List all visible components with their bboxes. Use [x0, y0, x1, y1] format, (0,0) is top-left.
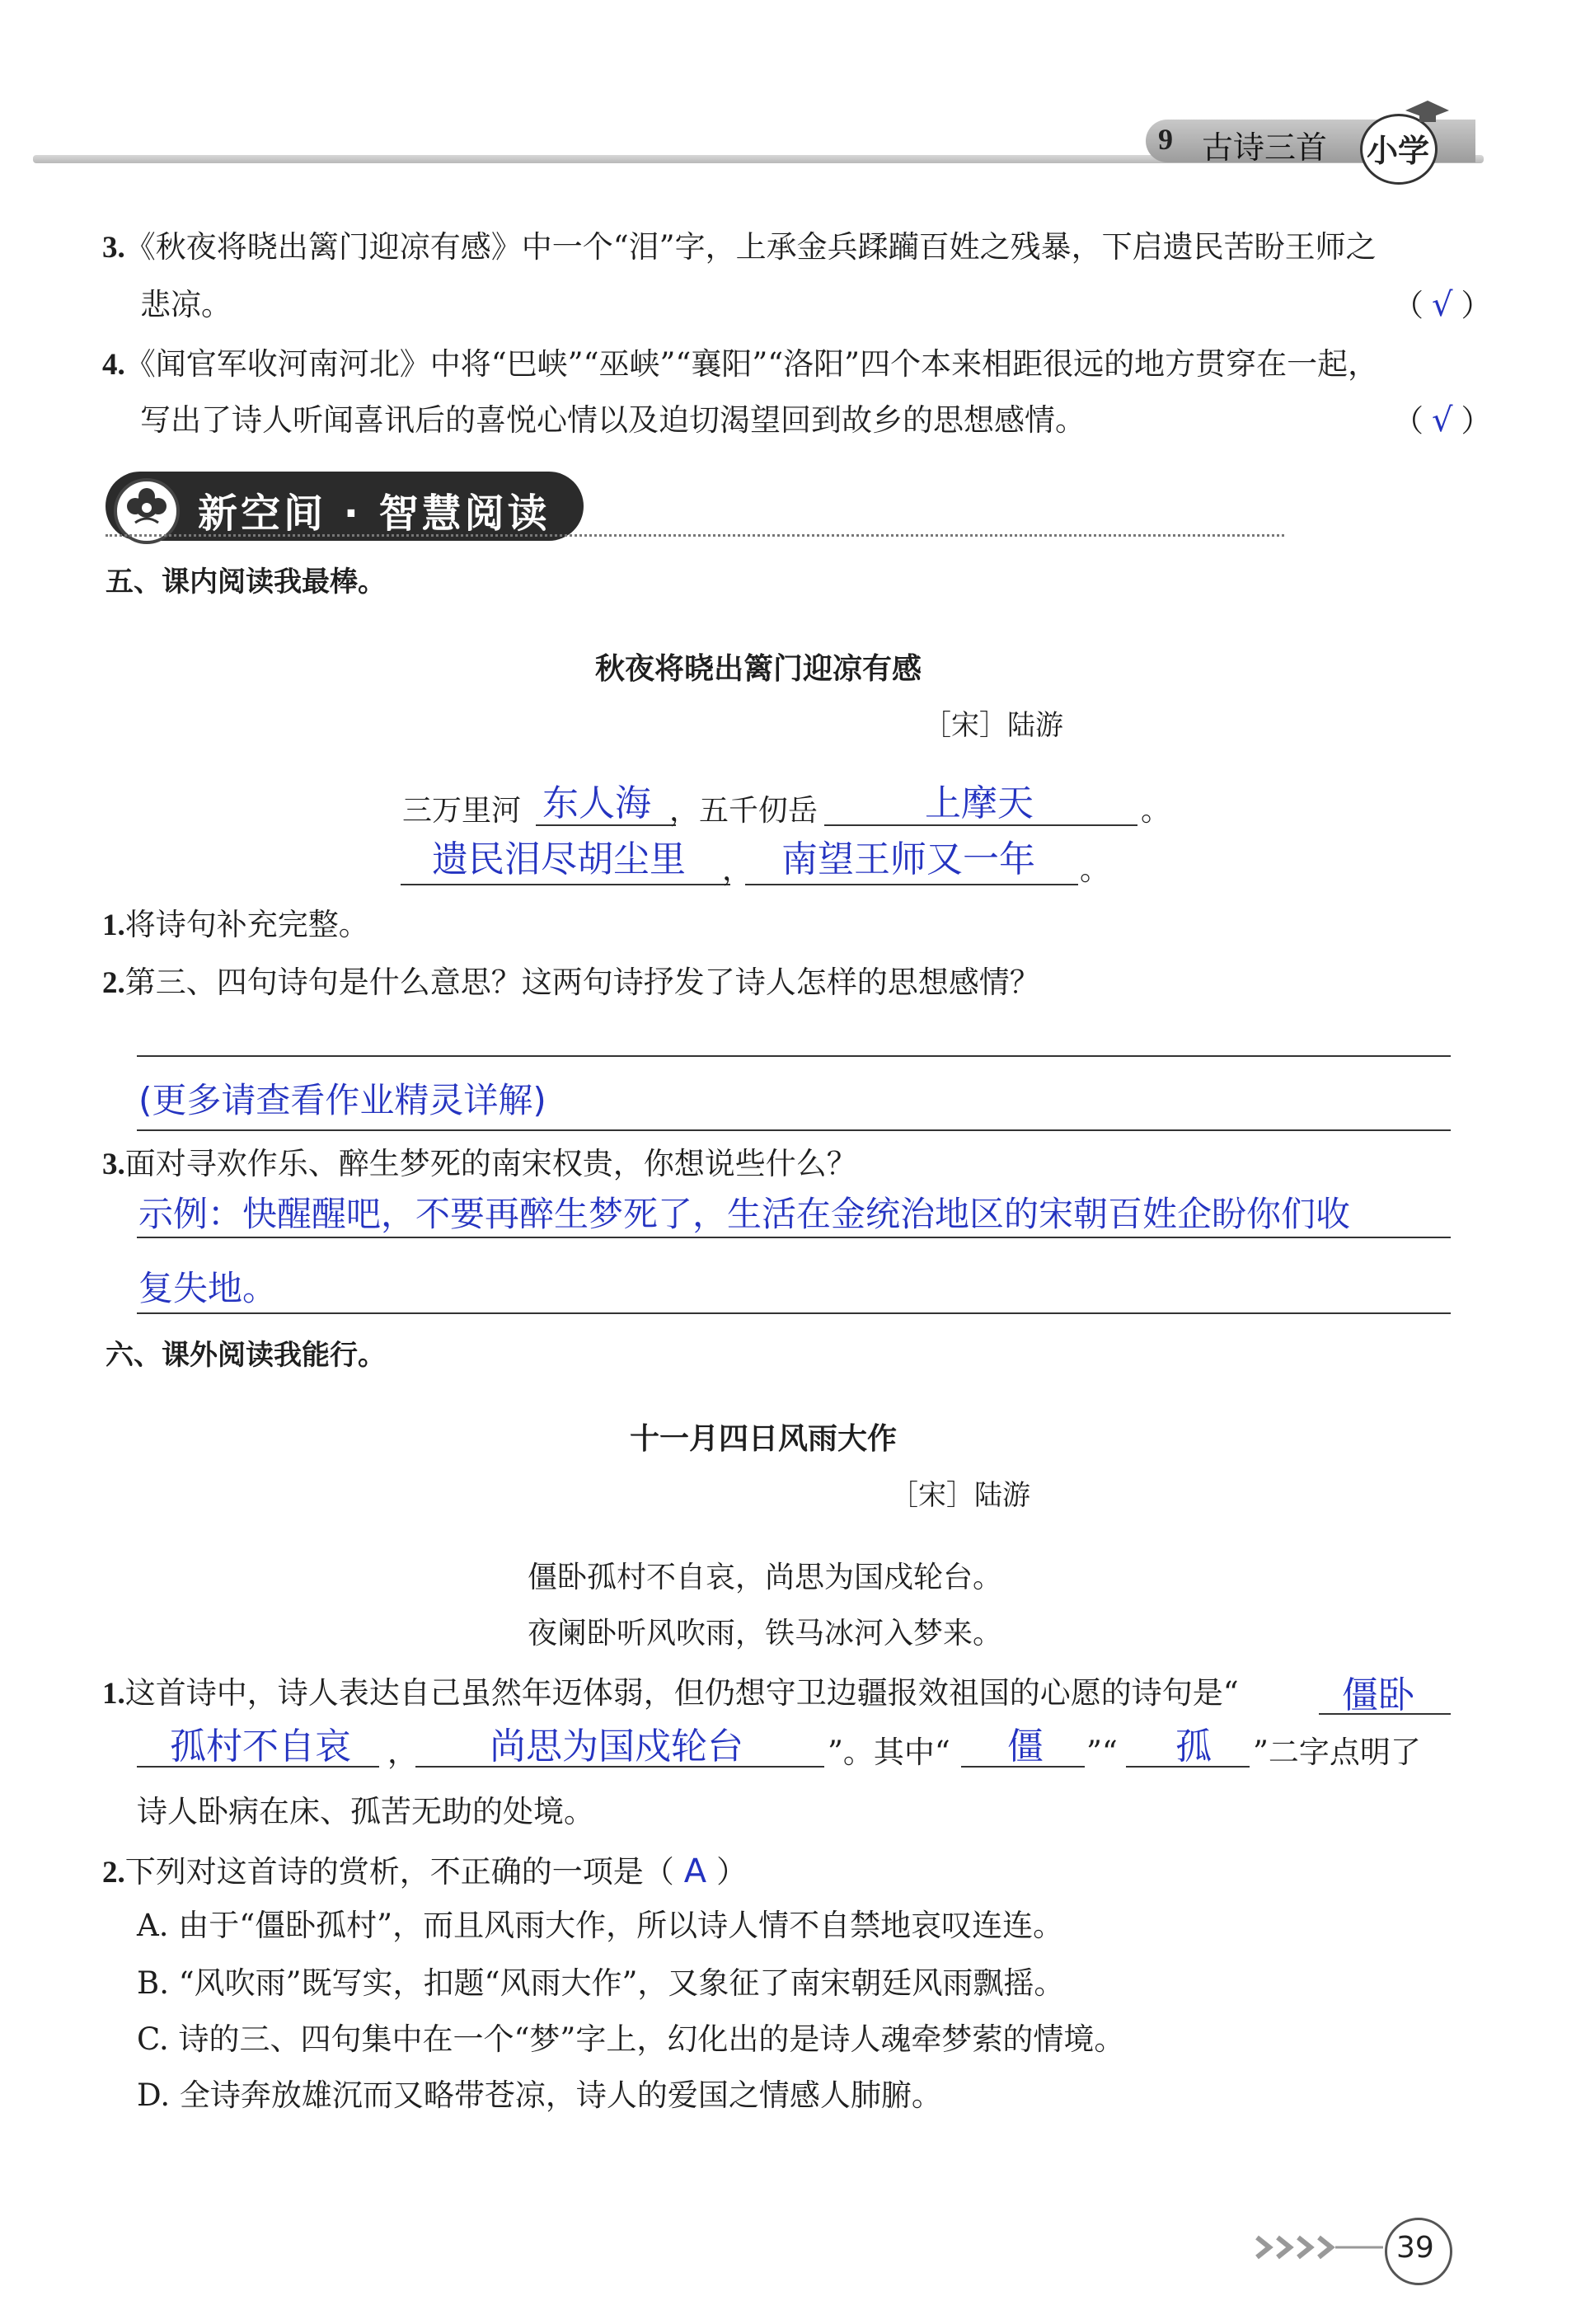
banner-dotted-rule — [106, 534, 1284, 537]
answer-line — [137, 1312, 1451, 1314]
header-lesson-title: 古诗三首 — [1202, 129, 1328, 166]
answer-4: 南望王师又一年 — [781, 838, 1035, 880]
answer-3: 遗民泪尽胡尘里 — [432, 838, 686, 880]
judge-item-4-line1: 4.《闻官军收河南河北》中将“巴峡”“巫峡”“襄阳”“洛阳”四个本来相距很远的地方贯穿在一起， — [102, 346, 1379, 382]
s6-answer-2: 尚思为国戍轮台 — [490, 1725, 743, 1768]
banner-title: 新空间 · 智慧阅读 — [198, 491, 551, 537]
page-number: 39 — [1396, 2231, 1434, 2265]
answer-2: 上摩天 — [925, 782, 1034, 824]
poem-line1-mid: ，五千仞岳 — [669, 794, 818, 828]
poem-line2-sep: ， — [722, 853, 753, 887]
s6-text-c: ”“ — [1086, 1735, 1118, 1770]
judge-item-3-bracket: （ √ ） — [1393, 286, 1492, 324]
option-d: D. 全诗奔放雄沉而又略带苍凉，诗人的爱国之情感人肺腑。 — [137, 2078, 942, 2113]
option-b: B. “风吹雨”既写实，扣题“风雨大作”，又象征了南宋朝廷风雨飘摇。 — [137, 1965, 1065, 2001]
s5-question-3: 3.面对寻欢作乐、醉生梦死的南宋权贵，你想说些什么？ — [102, 1146, 857, 1181]
arrows-icon — [1253, 2231, 1385, 2264]
s6-answer-3: 僵 — [1007, 1725, 1044, 1768]
graduation-cap-icon — [1401, 96, 1451, 129]
poem-line1-end: 。 — [1141, 794, 1171, 828]
s6-answer-choice: A — [683, 1852, 707, 1890]
section5-poem-title: 秋夜将晓出篱门迎凉有感 — [595, 652, 922, 686]
s6-question-1-line1: 1.这首诗中，诗人表达自己虽然年迈体弱，但仍想守卫边疆报效祖国的心愿的诗句是“ — [102, 1675, 1239, 1711]
section6-poem-line1: 僵卧孤村不自哀，尚思为国戍轮台。 — [528, 1561, 1003, 1594]
section6-poem-line2: 夜阑卧听风吹雨，铁马冰河入梦来。 — [528, 1617, 1003, 1650]
judge-item-4-line2: 写出了诗人听闻喜讯后的喜悦心情以及迫切渴望回到故乡的思想感情。 — [140, 402, 1086, 438]
s6-answer-1b: 孤村不自哀 — [170, 1725, 351, 1768]
s6-sep: ， — [387, 1735, 418, 1770]
option-c: C. 诗的三、四句集中在一个“梦”字上，幻化出的是诗人魂牵梦萦的情境。 — [137, 2021, 1125, 2057]
answer-line — [137, 1237, 1451, 1238]
s5-answer-2: (更多请查看作业精灵详解) — [138, 1080, 546, 1120]
blank-4 — [745, 884, 1078, 885]
header-lesson-number: 9 — [1158, 123, 1173, 156]
s6-answer-1a: 僵卧 — [1342, 1674, 1414, 1716]
blank-3 — [401, 884, 730, 885]
option-a: A. 由于“僵卧孤村”，而且风雨大作，所以诗人情不自禁地哀叹连连。 — [137, 1908, 1064, 1943]
check-mark: √ — [1432, 286, 1453, 324]
s6-text-d: ”二字点明了 — [1253, 1735, 1421, 1770]
section5-heading: 五、课内阅读我最棒。 — [106, 566, 386, 599]
s5-answer-3-line2: 复失地。 — [138, 1268, 278, 1308]
section6-heading: 六、课外阅读我能行。 — [106, 1339, 386, 1372]
s6-answer-4: 孤 — [1175, 1725, 1212, 1768]
poem-line1-prefix: 三万里河 — [402, 794, 522, 828]
section6-poem-title: 十一月四日风雨大作 — [630, 1422, 898, 1456]
answer-line — [137, 1129, 1451, 1131]
poem-line2-end: 。 — [1080, 853, 1110, 887]
s6-question-2: 2.下列对这首诗的赏析，不正确的一项是（ A ） — [102, 1852, 748, 1890]
s5-answer-3-line1: 示例：快醒醒吧，不要再醉生梦死了，生活在金统治地区的宋朝百姓企盼你们收 — [138, 1194, 1351, 1234]
judge-item-3-line1: 3.《秋夜将晓出篱门迎凉有感》中一个“泪”字，上承金兵蹂躏百姓之残暴，下启遗民苦盼王师之 — [102, 229, 1377, 265]
s5-question-1: 1.将诗句补充完整。 — [102, 907, 369, 942]
check-mark: √ — [1432, 401, 1453, 439]
section6-author: ［宋］陆游 — [890, 1479, 1030, 1512]
header-badge-text: 小学 — [1367, 133, 1430, 169]
s6-text-e: 诗人卧病在床、孤苦无助的处境。 — [137, 1794, 594, 1829]
answer-1: 东人海 — [542, 782, 651, 824]
s5-question-2: 2.第三、四句诗句是什么意思？这两句诗抒发了诗人怎样的思想感情？ — [102, 965, 1040, 1000]
s6-text-b: ”。其中“ — [828, 1735, 950, 1770]
judge-item-3-line2: 悲凉。 — [140, 287, 232, 322]
section5-author: ［宋］陆游 — [923, 709, 1063, 742]
answer-line — [137, 1055, 1451, 1057]
judge-item-4-bracket: （ √ ） — [1393, 401, 1492, 439]
